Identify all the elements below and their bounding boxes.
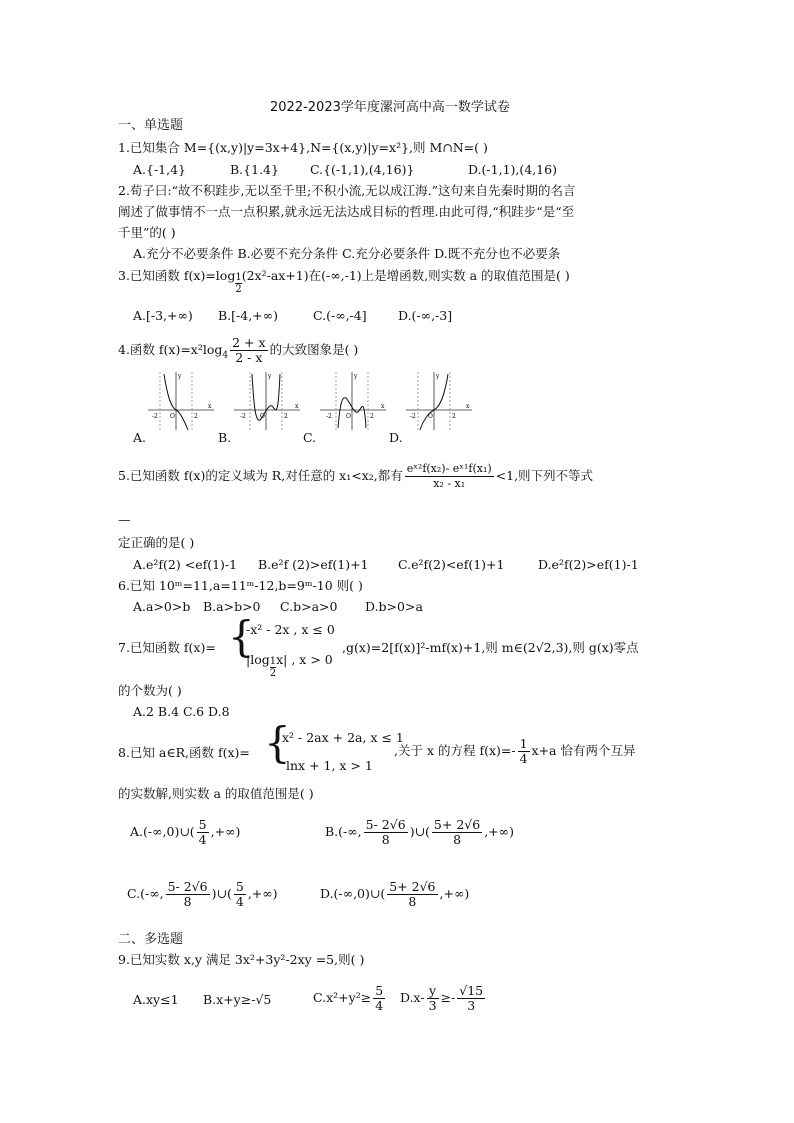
q5-line-2: 定正确的是( ) [118, 535, 195, 550]
q4-graph-b [232, 370, 302, 432]
q4-option-d: D. [389, 430, 403, 445]
q3-option-b: B.[-4,+∞) [218, 308, 278, 323]
q4-b-tick-pos2: 2 [284, 413, 288, 420]
q9-option-c: C.x²+y²≥ $\frac{5}{4}$ [313, 983, 384, 1013]
q1-option-a: A.{-1,4} [133, 162, 187, 177]
q8-option-d: D.(-∞,0)∪( $\frac{5+ 2√6}{8}$ ,+∞) [320, 879, 470, 909]
q4-a-x-label: x [208, 403, 212, 410]
q8-rest: ,关于 x 的方程 f(x)=- $\frac{1}{4}$ x+a 恰有两个互异 [394, 736, 636, 766]
q6-option-a: A.a>0>b [133, 599, 191, 614]
q4-graph-d [404, 370, 474, 432]
q4-d-tick-neg2: -2 [410, 413, 416, 420]
q8-case-1: x² - 2ax + 2a, x ≤ 1 [282, 730, 404, 745]
q8-option-c: C.(-∞, $\frac{5- 2√6}{8}$ )∪( $\frac{5}{4}$ ,+∞) [127, 879, 278, 909]
q4-a-tick-neg2: -2 [152, 413, 158, 420]
q6-stem: 6.已知 10ᵐ=11,a=11ᵐ-12,b=9ᵐ-10 则( ) [118, 578, 363, 593]
q4-b-origin: O [260, 413, 265, 420]
q6-option-b: B.a>b>0 [203, 599, 261, 614]
q7-case-1: -x² - 2x , x ≤ 0 [246, 622, 335, 637]
q4-c-tick-pos2: 2 [370, 413, 374, 420]
q7-rest: ,g(x)=2[f(x)]²-mf(x)+1,则 m∈(2√2,3),则 g(x)零点 [342, 640, 639, 655]
q2-line-2: 阐述了做事情不一点一点积累,就永远无法达成目标的哲理.由此可得,“积跬步“是“至 [118, 204, 575, 219]
q4-option-c: C. [303, 430, 317, 445]
q4-option-b: B. [218, 430, 232, 445]
q4-d-y-label: y [436, 373, 440, 380]
page-title: 2022-2023学年度漯河高中高一数学试卷 [270, 100, 510, 115]
q4-c-origin: O [346, 413, 351, 420]
q4-stem: 4.函数 $f(x)=x^2\log_4$ $\frac{2 + x}{2 - x}$ 的大致图象是( ) [118, 335, 359, 365]
q5-option-a: A.e²f(2) <ef(1)-1 [133, 557, 238, 572]
q9-stem: 9.已知实数 x,y 满足 3x²+3y²-2xy =5,则( ) [118, 952, 365, 967]
q4-a-y-label: y [178, 373, 182, 380]
q4-a-origin: O [170, 413, 175, 420]
q4-a-tick-pos2: 2 [194, 413, 198, 420]
q8-brace: { [264, 718, 291, 767]
q3-stem: 3.已知函数 f(x)=log $\frac{1}{2}$ (2x²-ax+1)在(-∞,-1)上是增函数,则实数 a 的取值范围是( ) [118, 268, 570, 295]
q7-brace: { [228, 612, 255, 661]
q6-option-d: D.b>0>a [365, 599, 423, 614]
q5-option-b: B.e²f (2)>ef(1)+1 [258, 557, 369, 572]
q3-option-d: D.(-∞,-3] [398, 308, 453, 323]
q7-prefix: 7.已知函数 f(x)= [118, 640, 216, 655]
q1-stem: 1.已知集合 M={(x,y)|y=3x+4},N={(x,y)|y=x²},则 M∩N=( ) [118, 140, 488, 155]
q9-option-d: D.x- $\frac{y}{3}$ ≥- $\frac{√15}{3}$ [400, 983, 484, 1013]
q1-option-c: C.{(-1,1),(4,16)} [310, 162, 415, 177]
q4-c-x-label: x [381, 403, 385, 410]
q4-graph-c [318, 370, 388, 432]
q8-case-2: lnx + 1, x > 1 [286, 758, 373, 773]
q4-graph-a [146, 370, 216, 432]
q6-option-c: C.b>a>0 [280, 599, 338, 614]
q5-dash: — [118, 512, 131, 527]
q8-line-2: 的实数解,则实数 a 的取值范围是( ) [118, 786, 314, 801]
q8-option-b: B.(-∞, $\frac{5- 2√6}{8}$ )∪( $\frac{5+ 2√6}{8}$ ,+∞) [325, 817, 514, 847]
q2-line-1: 2.荀子曰:“故不积跬步,无以至千里;不积小流,无以成江海.”这句来自先秦时期的名言 [118, 183, 576, 198]
q9-option-b: B.x+y≥-√5 [203, 992, 272, 1007]
q4-d-origin: O [428, 413, 433, 420]
q3-option-a: A.[-3,+∞) [133, 308, 193, 323]
q4-option-a: A. [133, 430, 147, 445]
q4-c-tick-neg2: -2 [326, 413, 332, 420]
q5-option-d: D.e²f(2)>ef(1)-1 [538, 557, 639, 572]
q5-stem: 5.已知函数 f(x)的定义域为 R,对任意的 x₁<x₂,都有 $\frac{\text{eˣ²f(x₂)- eˣ¹f(x₁)}}{\text{x₂ - x₁}}$ <1,则下列不等式 [118, 462, 594, 490]
q3-option-c: C.(-∞,-4] [313, 308, 367, 323]
q4-b-x-label: x [295, 403, 299, 410]
q8-prefix: 8.已知 a∈R,函数 f(x)= [118, 745, 250, 760]
q4-d-tick-pos2: 2 [452, 413, 456, 420]
q5-option-c: C.e²f(2)<ef(1)+1 [398, 557, 505, 572]
section-single-choice: 一、单选题 [118, 118, 184, 133]
q4-b-y-label: y [268, 373, 272, 380]
q4-b-tick-neg2: -2 [240, 413, 246, 420]
section-multiple-choice: 二、多选题 [118, 932, 184, 947]
q1-option-d: D.(-1,1),(4,16) [468, 162, 557, 177]
q9-option-a: A.xy≤1 [133, 992, 179, 1007]
q4-d-x-label: x [466, 403, 470, 410]
q2-options: A.充分不必要条件 B.必要不充分条件 C.充分必要条件 D.既不充分也不必要条 [133, 246, 561, 261]
q4-c-y-label: y [354, 373, 358, 380]
q7-line-2: 的个数为( ) [118, 683, 182, 698]
q8-option-a: A.(-∞,0)∪( $\frac{5}{4}$ ,+∞) [130, 817, 241, 847]
q1-option-b: B.{1.4} [230, 162, 279, 177]
q7-case-2: |log $\frac{1}{2}$ x| , x > 0 [246, 652, 333, 679]
q7-options: A.2 B.4 C.6 D.8 [133, 704, 230, 719]
q2-line-3: 千里”的( ) [118, 225, 176, 240]
